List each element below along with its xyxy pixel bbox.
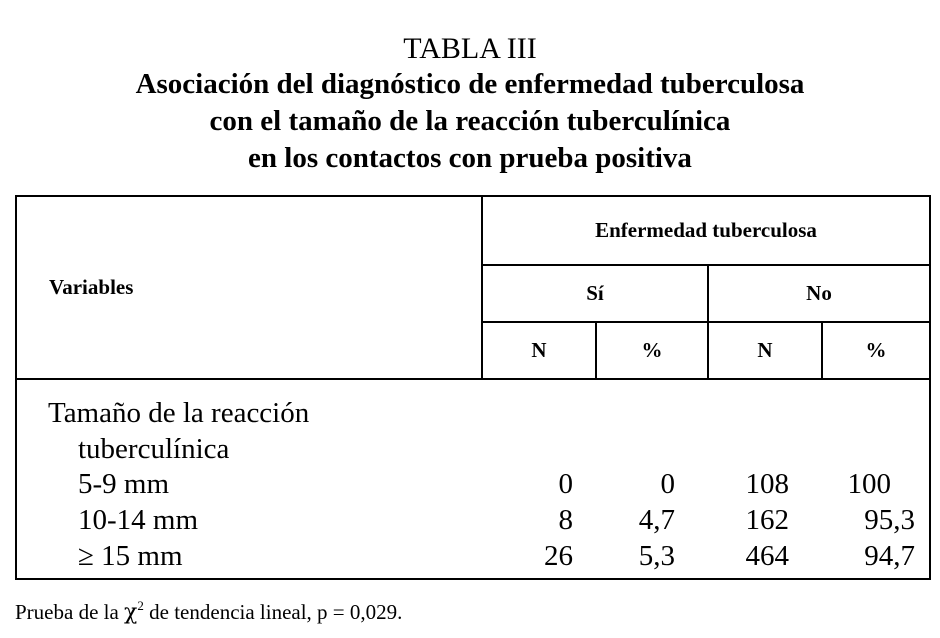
cell-yes-n: 0: [558, 468, 573, 500]
cell-yes-pct: 5,3: [638, 540, 675, 572]
footnote-prefix: Prueba de la: [15, 600, 125, 624]
section-label: Tamaño de la reacción: [48, 397, 310, 429]
data-table: [15, 195, 931, 580]
cell-no-pct: 94,7: [864, 540, 915, 572]
cell-no-pct: 100: [847, 468, 891, 500]
header-si-pct: %: [641, 338, 663, 362]
footnote-suffix: de tendencia lineal, p = 0,029.: [143, 600, 403, 624]
header-bottom-rule: [17, 378, 929, 380]
table-number: TABLA III: [403, 32, 537, 65]
cell-yes-pct: 4,7: [638, 504, 675, 536]
header-si: Sí: [586, 281, 604, 305]
header-si-n: N: [531, 338, 547, 362]
chi-superscript: 2: [137, 598, 144, 613]
cell-no-n: 108: [745, 468, 789, 500]
header-no-n: N: [757, 338, 773, 362]
cell-yes-pct: 0: [660, 468, 675, 500]
header-no-pct: %: [865, 338, 887, 362]
header-enfermedad-tuberculosa: Enfermedad tuberculosa: [595, 218, 817, 242]
cell-no-n: 162: [745, 504, 789, 536]
row-label: 5-9 mm: [78, 468, 170, 500]
header-variables: Variables: [49, 275, 134, 299]
cell-no-n: 464: [745, 540, 789, 572]
header-no: No: [806, 281, 832, 305]
cell-yes-n: 8: [558, 504, 573, 536]
row-label: ≥ 15 mm: [78, 540, 183, 572]
caption-line: Asociación del diagnóstico de enfermedad tuberculosa: [135, 68, 805, 100]
table-caption: [0, 66, 940, 177]
table-title-block: [0, 32, 940, 177]
caption-line: con el tamaño de la reacción tuberculínica: [209, 105, 731, 137]
chi-symbol: χ: [124, 600, 138, 625]
table-footnote: [15, 592, 402, 627]
row-label: 10-14 mm: [78, 504, 199, 536]
section-label: tuberculínica: [78, 433, 230, 465]
cell-yes-n: 26: [544, 540, 573, 572]
caption-line: en los contactos con prueba positiva: [248, 142, 692, 174]
cell-no-pct: 95,3: [864, 504, 915, 536]
